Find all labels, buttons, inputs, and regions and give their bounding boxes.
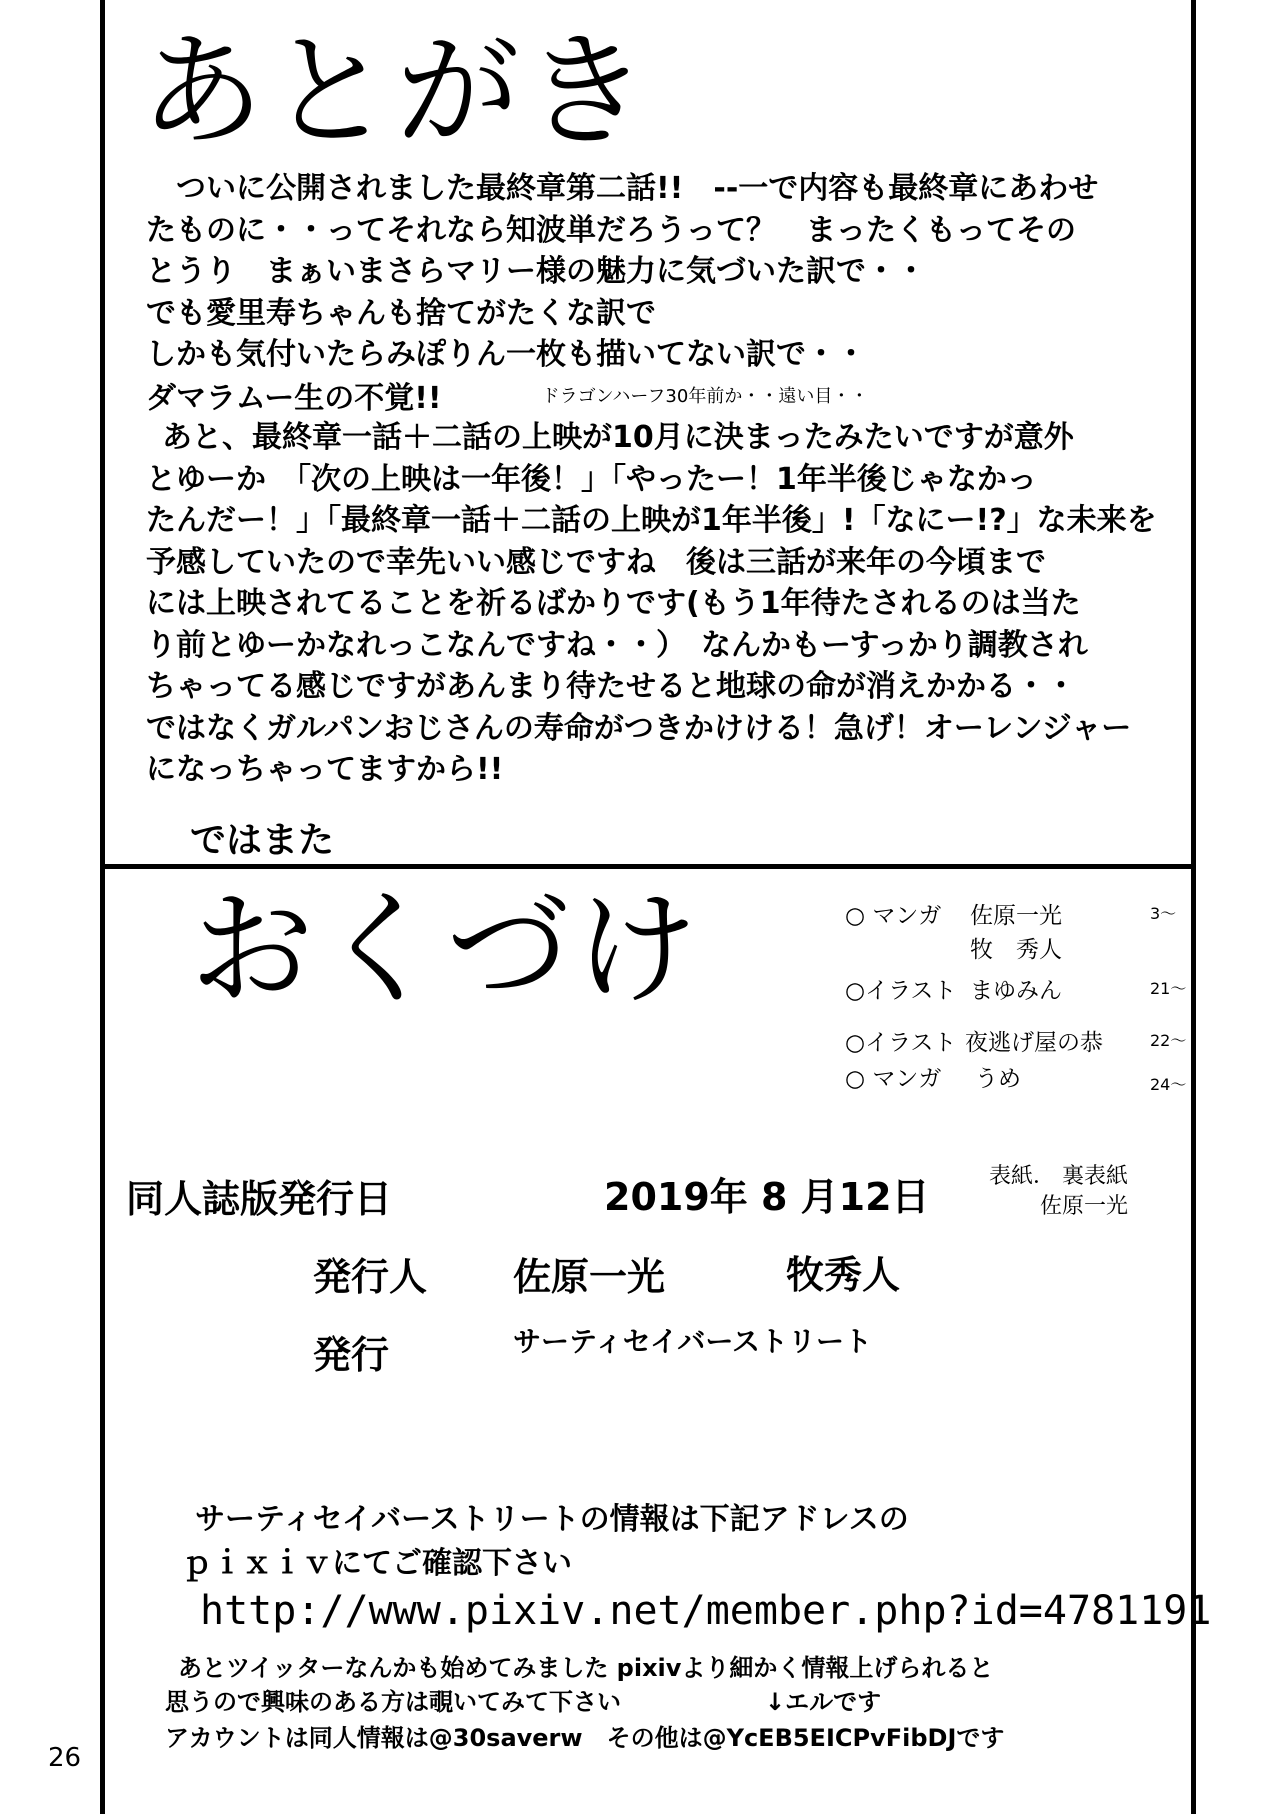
afterword-line: たものに・・ってそれなら知波単だろうって？ まったくもってその	[146, 212, 1076, 248]
pixiv-url[interactable]: http://www.pixiv.net/member.php?id=4781191	[200, 1588, 1212, 1634]
credit-name: まゆみん	[970, 978, 1062, 1004]
credit-page: 22～	[1150, 1031, 1187, 1050]
credit-role: ○イラスト	[845, 978, 957, 1004]
cover-label: 表紙． 裏表紙	[989, 1164, 1129, 1189]
publisher-label: 発行人	[313, 1255, 428, 1299]
issuer-name: サーティセイバーストリート	[513, 1325, 872, 1358]
afterword-aside: ドラゴンハーフ30年前か・・遠い目・・	[541, 385, 869, 407]
signoff: ではまた	[190, 820, 335, 861]
afterword-line: ダマラムー生の不覚!!	[146, 380, 442, 416]
page-number: 26	[48, 1743, 82, 1773]
publisher-name: 牧秀人	[786, 1253, 901, 1297]
issue-date: 2019年 8 月12日	[604, 1175, 930, 1219]
credit-page: 24～	[1150, 1075, 1187, 1094]
issue-date-label: 同人誌版発行日	[126, 1177, 393, 1221]
section-divider	[104, 864, 1196, 869]
afterword-line: たんだー！」「最終章一話＋二話の上映が1年半後」!「なにー!?」な未来を	[146, 503, 1157, 538]
afterword-line-with-aside	[146, 376, 1196, 418]
twitter-line: アカウントは同人情報は@30saverw その他は@YcEB5EICPvFibDJです	[165, 1724, 1005, 1752]
afterword-line: ちゃってる感じですがあんまり待たせると地球の命が消えかかる・・	[146, 669, 1076, 704]
credits-list	[845, 897, 1185, 1097]
colophon-title: おくづけ	[190, 878, 703, 1022]
afterword-body	[146, 168, 1196, 791]
issuer-label: 発行	[313, 1333, 390, 1377]
credit-role: ○ マンガ	[845, 903, 942, 929]
credit-name: 牧 秀人	[970, 937, 1062, 963]
afterword-line: になっちゃってますから!!	[146, 752, 504, 787]
afterword-line: ついに公開されました最終章第二話!! --一で内容も最終章にあわせ	[176, 171, 1099, 206]
credit-role: ○イラスト	[845, 1030, 957, 1056]
afterword-line: り前とゆーかなれっこなんですね・・） なんかもーすっかり調教され	[146, 627, 1088, 663]
publisher-name: 佐原一光	[513, 1255, 666, 1299]
afterword-line: しかも気付いたらみぽりん一枚も描いてない訳で・・	[146, 337, 866, 372]
afterword-title: あとがき	[140, 20, 653, 164]
afterword-line: とゆーか 「次の上映は一年後！」「やったー！1年半後じゃなかっ	[146, 461, 1037, 497]
info-line: ｐｉｘｉｖにてご確認下さい	[182, 1546, 572, 1581]
credit-name: うめ	[975, 1066, 1021, 1092]
credit-page: 21～	[1150, 979, 1187, 998]
afterword-line: とうり まぁいまさらマリー様の魅力に気づいた訳で・・	[146, 254, 926, 289]
twitter-line: 思うので興味のある方は覗いてみて下さい ↓エルです	[165, 1688, 882, 1716]
cover-credit	[975, 1162, 1128, 1222]
credit-page: 3～	[1150, 904, 1177, 923]
info-line: サーティセイバーストリートの情報は下記アドレスの	[195, 1502, 909, 1537]
afterword-line: には上映されてることを祈るばかりです(もう1年待たされるのは当た	[146, 586, 1081, 621]
afterword-line: あと、最終章一話＋二話の上映が10月に決まったみたいですが意外	[162, 420, 1074, 455]
afterword-line: 予感していたので幸先いい感じですね 後は三話が来年の今頃まで	[146, 544, 1046, 580]
credit-name: 夜逃げ屋の恭	[965, 1030, 1103, 1056]
afterword-line: ではなくガルパンおじさんの寿命がつきかけける！急げ！オーレンジャー	[146, 710, 1132, 746]
afterword-line: でも愛里寿ちゃんも捨てがたくな訳で	[146, 295, 656, 331]
twitter-line: あとツイッターなんかも始めてみました pixivより細かく情報上げられると	[178, 1654, 994, 1682]
cover-artist: 佐原一光	[1040, 1194, 1129, 1219]
credit-name: 佐原一光	[970, 903, 1062, 929]
credit-role: ○ マンガ	[845, 1066, 942, 1092]
